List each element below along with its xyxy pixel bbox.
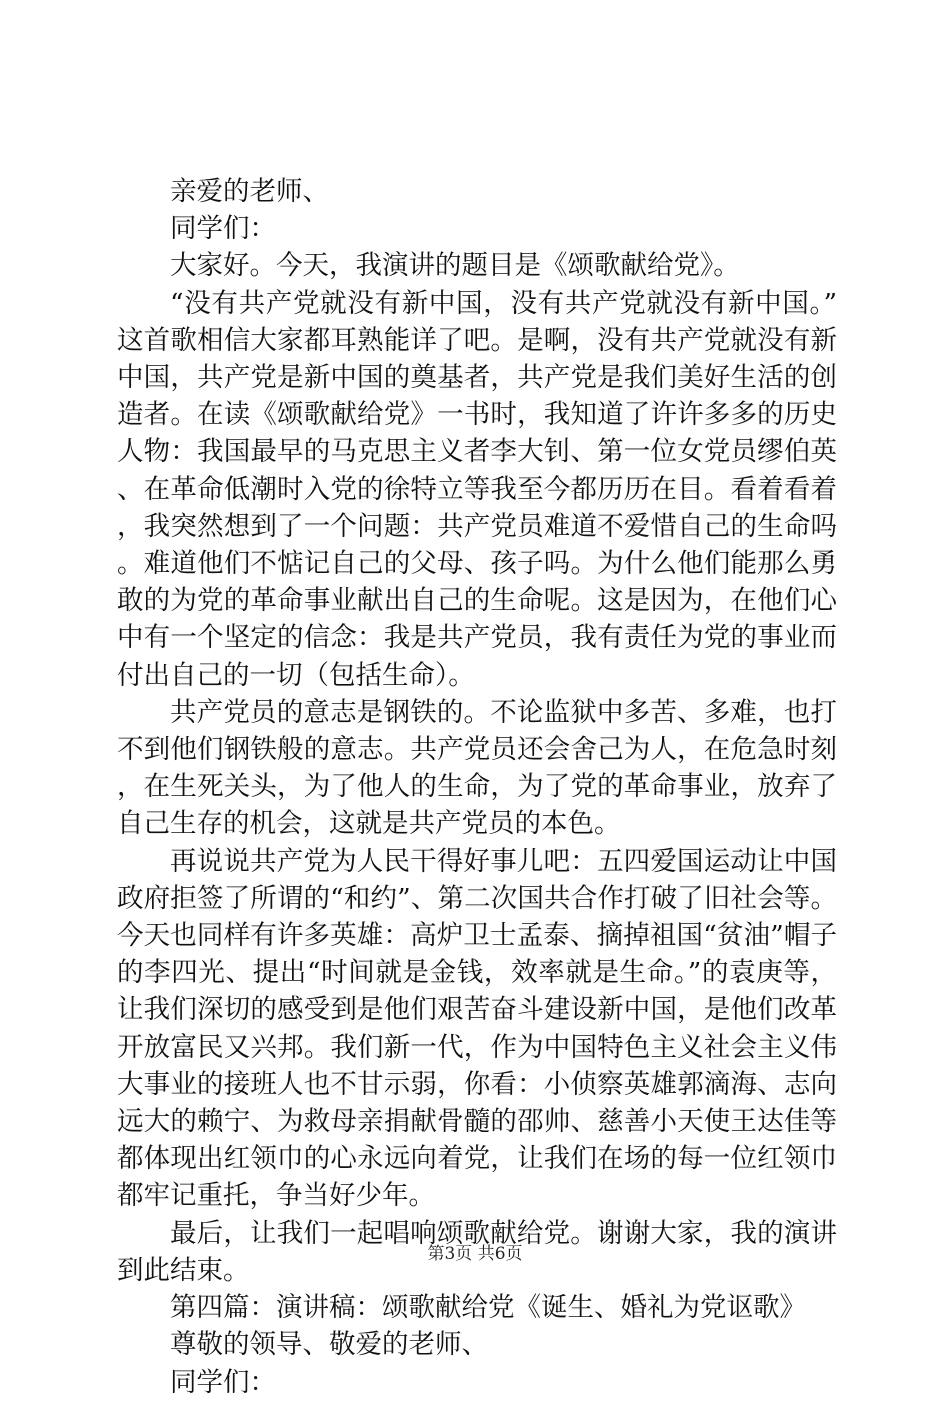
salutation-students: 同学们： bbox=[170, 213, 276, 245]
salutation-students-2: 同学们： bbox=[170, 1366, 276, 1398]
paragraph-good-deeds: 再说说共产党为人民干得好事儿吧：五四爱国运动让中国政府拒签了所谓的“和约”、第二次国共合作打破了旧社会等。今天也同样有许多英雄：高炉卫士孟泰、摘掉祖国“贫油”帽子的李四光、提出“时间就是金钱，效率就是生命。”的袁庚等，让我们深切的感受到是他们艰苦奋斗建设新中国，是他们改革开放富民又兴邦。我们新一代，作为中国特色主义社会主义伟大事业的接班人也不甘示弱，你看：小侦察英雄郭滴海、志向远大的赖宁、为救母亲捐献骨髓的邵帅、慈善小天使王达佳等都体现出红领巾的心永远向着党，让我们在场的每一位红领巾都牢记重托，争当好少年。 bbox=[117, 845, 837, 1212]
salutation-teachers: 亲爱的老师、 bbox=[170, 176, 329, 207]
paragraph-iron-will: 共产党员的意志是钢铁的。不论监狱中多苦、多难，也打不到他们钢铁般的意志。共产党员还会舍己为人，在危急时刻，在生死关头，为了他人的生命，为了党的革命事业，放弃了自己生存的机会，这就是共产党员的本色。 bbox=[117, 696, 837, 840]
salutation-leaders: 尊敬的领导、敬爱的老师、 bbox=[170, 1329, 488, 1361]
page-number-footer: 第3页 共6页 bbox=[427, 1244, 523, 1264]
document-body bbox=[117, 173, 837, 1401]
paragraph-song-quote: “没有共产党就没有新中国，没有共产党就没有新中国。”这首歌相信大家都耳熟能详了吧。是啊，没有共产党就没有新中国，共产党是新中国的奠基者，共产党是我们美好生活的创造者。在读《颂歌献给党》一书时，我知道了许许多多的历史人物：我国最早的马克思主义者李大钊、第一位女党员缪伯英、在革命低潮时入党的徐特立等我至今都历历在目。看着看着，我突然想到了一个问题：共产党员难道不爱惜自己的生命吗。难道他们不惦记自己的父母、孩子吗。为什么他们能那么勇敢的为党的革命事业献出自己的生命呢。这是因为，在他们心中有一个坚定的信念：我是共产党员，我有责任为党的事业而付出自己的一切（包括生命）。 bbox=[117, 287, 837, 691]
paragraph-closing: 最后，让我们一起唱响颂歌献给党。谢谢大家，我的演讲到此结束。 bbox=[117, 1217, 837, 1286]
speech-opening: 大家好。今天，我演讲的题目是《颂歌献给党》。 bbox=[170, 250, 740, 282]
section-heading-fourth: 第四篇：演讲稿：颂歌献给党《诞生、婚礼为党讴歌》 bbox=[170, 1292, 806, 1324]
